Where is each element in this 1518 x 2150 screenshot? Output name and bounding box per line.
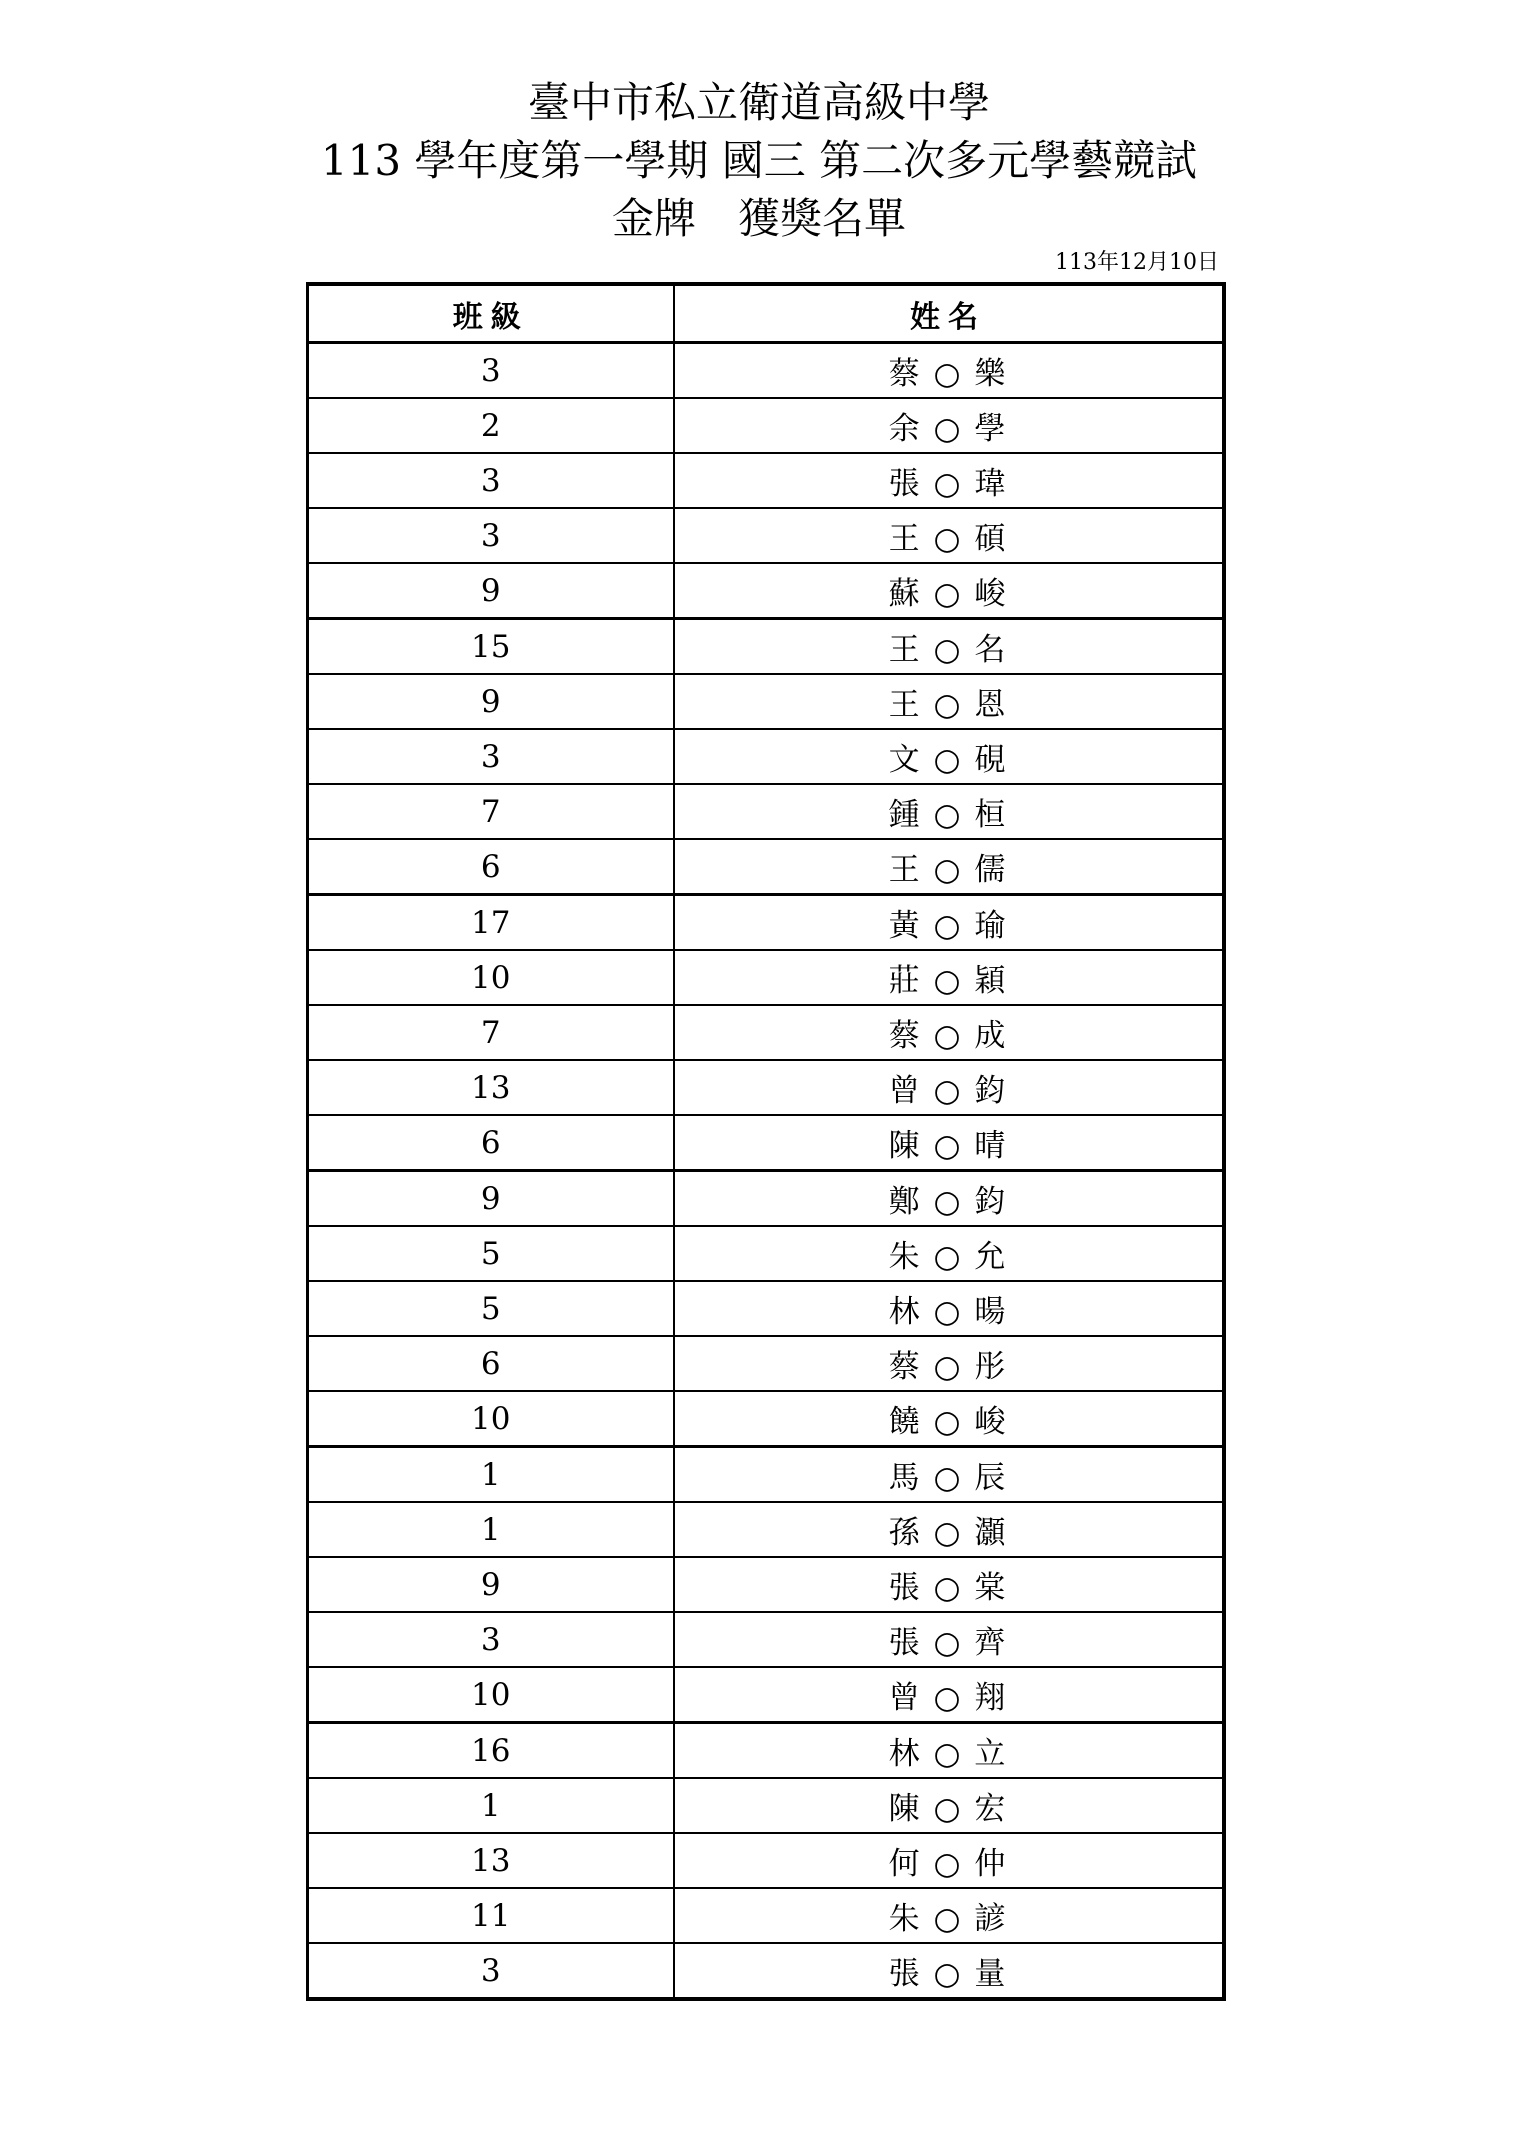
table-row <box>308 1502 1224 1557</box>
issue-date: 113年12月10日 <box>1055 250 1219 275</box>
name-cell: 鍾 ○ 桓 <box>674 784 1224 839</box>
name-cell: 王 ○ 名 <box>674 619 1224 675</box>
class-cell: 5 <box>308 1226 674 1281</box>
class-cell: 3 <box>308 1612 674 1667</box>
table-row <box>308 950 1224 1005</box>
table-header-row <box>308 284 1224 343</box>
class-cell: 2 <box>308 398 674 453</box>
table-row <box>308 1060 1224 1115</box>
class-cell: 9 <box>308 1557 674 1612</box>
table-row <box>308 1281 1224 1336</box>
award-title: 金牌 獲獎名單 <box>611 194 906 243</box>
name-cell: 陳 ○ 宏 <box>674 1778 1224 1833</box>
name-cell: 朱 ○ 諺 <box>674 1888 1224 1943</box>
name-cell: 何 ○ 仲 <box>674 1833 1224 1888</box>
table-row <box>308 674 1224 729</box>
class-cell: 3 <box>308 453 674 508</box>
table-row <box>308 1778 1224 1833</box>
table-row <box>308 1888 1224 1943</box>
award-roster-table <box>306 282 1226 2001</box>
name-cell: 莊 ○ 穎 <box>674 950 1224 1005</box>
class-cell: 13 <box>308 1833 674 1888</box>
table-row <box>308 1612 1224 1667</box>
class-cell: 13 <box>308 1060 674 1115</box>
class-cell: 7 <box>308 1005 674 1060</box>
name-cell: 曾 ○ 翔 <box>674 1667 1224 1723</box>
class-cell: 3 <box>308 1943 674 1999</box>
table-row <box>308 619 1224 675</box>
class-cell: 10 <box>308 1667 674 1723</box>
class-cell: 15 <box>308 619 674 675</box>
name-cell: 蔡 ○ 成 <box>674 1005 1224 1060</box>
class-cell: 17 <box>308 895 674 951</box>
table-row <box>308 1171 1224 1227</box>
name-cell: 馬 ○ 辰 <box>674 1447 1224 1503</box>
name-cell: 鄭 ○ 鈞 <box>674 1171 1224 1227</box>
name-cell: 曾 ○ 鈞 <box>674 1060 1224 1115</box>
school-title: 臺中市私立衛道高級中學 <box>527 78 990 127</box>
column-header-class: 班級 <box>308 284 674 343</box>
name-cell: 張 ○ 瑋 <box>674 453 1224 508</box>
table-row <box>308 1723 1224 1779</box>
table-row <box>308 839 1224 895</box>
table-row <box>308 563 1224 619</box>
table-row <box>308 453 1224 508</box>
name-cell: 王 ○ 碩 <box>674 508 1224 563</box>
class-cell: 5 <box>308 1281 674 1336</box>
column-header-name: 姓名 <box>674 284 1224 343</box>
name-cell: 朱 ○ 允 <box>674 1226 1224 1281</box>
name-cell: 張 ○ 齊 <box>674 1612 1224 1667</box>
roster-body <box>308 343 1224 2000</box>
name-cell: 張 ○ 量 <box>674 1943 1224 1999</box>
table-row <box>308 895 1224 951</box>
name-cell: 王 ○ 恩 <box>674 674 1224 729</box>
class-cell: 3 <box>308 343 674 399</box>
name-cell: 文 ○ 硯 <box>674 729 1224 784</box>
table-row <box>308 1447 1224 1503</box>
table-row <box>308 1115 1224 1171</box>
table-row <box>308 729 1224 784</box>
document-header <box>0 74 1518 248</box>
table-row <box>308 1005 1224 1060</box>
name-cell: 林 ○ 暘 <box>674 1281 1224 1336</box>
name-cell: 饒 ○ 峻 <box>674 1391 1224 1447</box>
class-cell: 1 <box>308 1778 674 1833</box>
event-title: 113 學年度第一學期 國三 第二次多元學藝競試 <box>320 136 1198 185</box>
class-cell: 1 <box>308 1447 674 1503</box>
class-cell: 7 <box>308 784 674 839</box>
class-cell: 6 <box>308 1115 674 1171</box>
class-cell: 6 <box>308 1336 674 1391</box>
name-cell: 林 ○ 立 <box>674 1723 1224 1779</box>
class-cell: 3 <box>308 729 674 784</box>
name-cell: 孫 ○ 灝 <box>674 1502 1224 1557</box>
class-cell: 9 <box>308 563 674 619</box>
table-row <box>308 1667 1224 1723</box>
name-cell: 黃 ○ 瑜 <box>674 895 1224 951</box>
table-row <box>308 1833 1224 1888</box>
table-row <box>308 508 1224 563</box>
table-row <box>308 1336 1224 1391</box>
class-cell: 3 <box>308 508 674 563</box>
class-cell: 10 <box>308 1391 674 1447</box>
table-row <box>308 1391 1224 1447</box>
table-row <box>308 784 1224 839</box>
table-row <box>308 343 1224 399</box>
table-row <box>308 1943 1224 1999</box>
class-cell: 9 <box>308 1171 674 1227</box>
name-cell: 張 ○ 棠 <box>674 1557 1224 1612</box>
name-cell: 蔡 ○ 彤 <box>674 1336 1224 1391</box>
name-cell: 王 ○ 儒 <box>674 839 1224 895</box>
table-row <box>308 1226 1224 1281</box>
name-cell: 蔡 ○ 樂 <box>674 343 1224 399</box>
table-row <box>308 398 1224 453</box>
name-cell: 蘇 ○ 峻 <box>674 563 1224 619</box>
class-cell: 1 <box>308 1502 674 1557</box>
name-cell: 陳 ○ 晴 <box>674 1115 1224 1171</box>
name-cell: 余 ○ 學 <box>674 398 1224 453</box>
class-cell: 9 <box>308 674 674 729</box>
table-row <box>308 1557 1224 1612</box>
class-cell: 11 <box>308 1888 674 1943</box>
class-cell: 6 <box>308 839 674 895</box>
class-cell: 10 <box>308 950 674 1005</box>
class-cell: 16 <box>308 1723 674 1779</box>
